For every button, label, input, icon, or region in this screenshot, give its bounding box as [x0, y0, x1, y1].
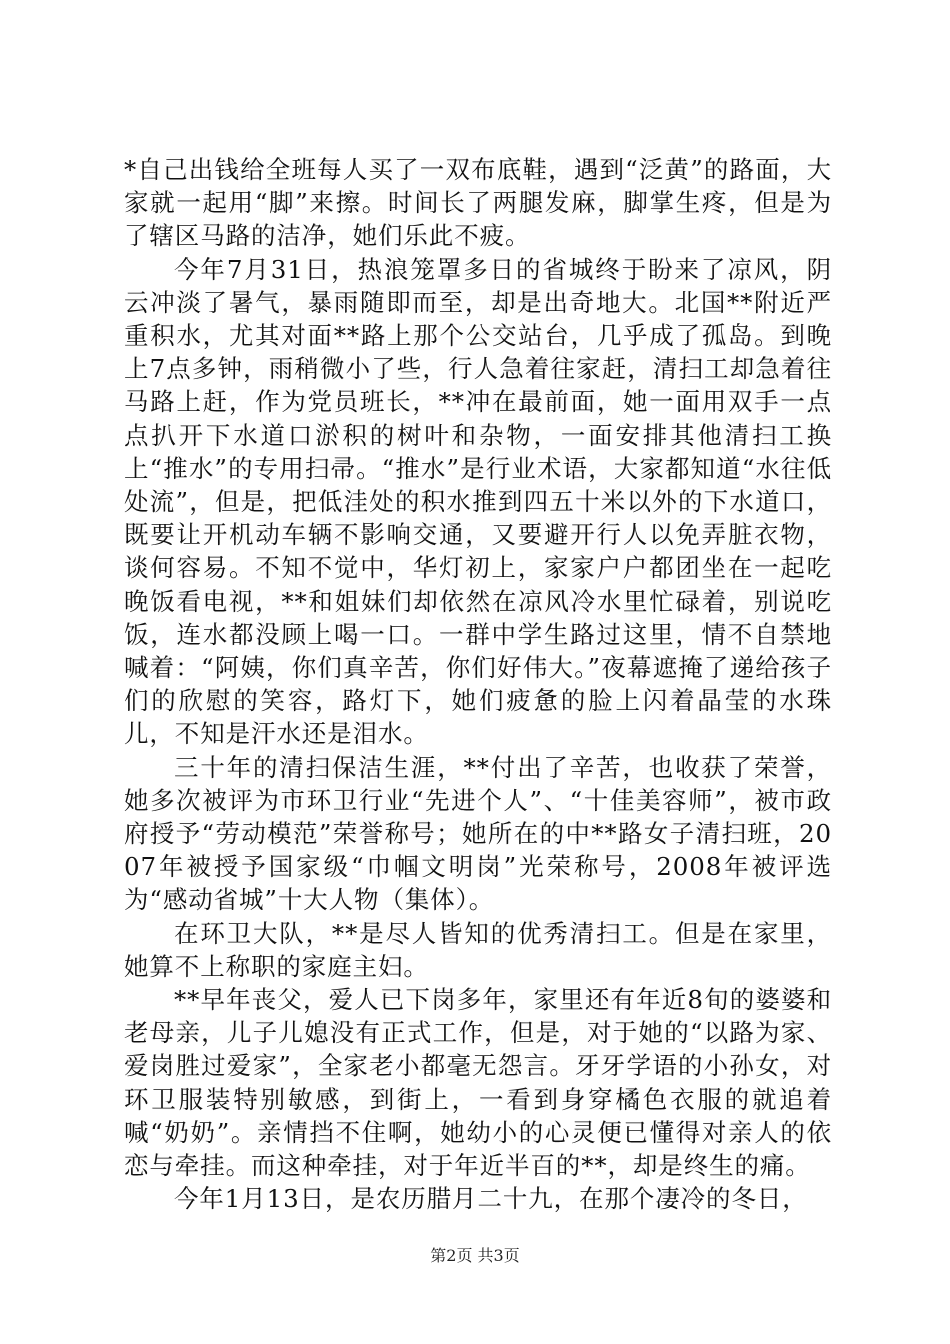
paragraph-3: 三十年的清扫保洁生涯，**付出了辛苦，也收获了荣誉，她多次被评为市环卫行业“先进个人”、“十佳美容师”，被市政府授予“劳动模范”荣誉称号；她所在的中**路女子清扫班，2007年被授予国家级“巾帼文明岗”光荣称号，2008年被评选为“感动省城”十大人物（集体）。 — [124, 752, 832, 915]
document-body — [124, 153, 832, 1216]
page-footer: 第2页 共3页 — [430, 1246, 520, 1265]
paragraph-4: 在环卫大队，**是尽人皆知的优秀清扫工。但是在家里，她算不上称职的家庭主妇。 — [124, 918, 832, 981]
paragraph-2: 今年7月31日，热浪笼罩多日的省城终于盼来了凉风，阴云冲淡了暑气，暴雨随即而至，却是出奇地大。北国**附近严重积水，尤其对面**路上那个公交站台，几乎成了孤岛。到晚上7点多钟，雨稍微小了些，行人急着往家赶，清扫工却急着往马路上赶，作为党员班长，**冲在最前面，她一面用双手一点点扒开下水道口淤积的树叶和杂物，一面安排其他清扫工换上“推水”的专用扫帚。“推水”是行业术语，大家都知道“水往低处流”，但是，把低洼处的积水推到四五十米以外的下水道口，既要让开机动车辆不影响交通，又要避开行人以免弄脏衣物，谈何容易。不知不觉中，华灯初上，家家户户都团坐在一起吃晚饭看电视，**和姐妹们却依然在凉风冷水里忙碌着，别说吃饭，连水都没顾上喝一口。一群中学生路过这里，情不自禁地喊着：“阿姨，你们真辛苦，你们好伟大。”夜幕遮掩了递给孩子们的欣慰的笑容，路灯下，她们疲惫的脸上闪着晶莹的水珠儿，不知是汗水还是泪水。 — [124, 254, 832, 749]
paragraph-1: *自己出钱给全班每人买了一双布底鞋，遇到“泛黄”的路面，大家就一起用“脚”来擦。时间长了两腿发麻，脚掌生疼，但是为了辖区马路的洁净，她们乐此不疲。 — [124, 155, 832, 251]
paragraph-6: 今年1月13日，是农历腊月二十九，在那个凄冷的冬日， — [174, 1184, 808, 1214]
paragraph-5: **早年丧父，爱人已下岗多年，家里还有年近8旬的婆婆和老母亲，儿子儿媳没有正式工作，但是，对于她的“以路为家、爱岗胜过爱家”，全家老小都毫无怨言。牙牙学语的小孙女，对环卫服装特别敏感，到街上，一看到身穿橘色衣服的就追着喊“奶奶”。亲情挡不住啊，她幼小的心灵便已懂得对亲人的依恋与牵挂。而这种牵挂，对于年近半百的**，却是终生的痛。 — [124, 985, 832, 1181]
